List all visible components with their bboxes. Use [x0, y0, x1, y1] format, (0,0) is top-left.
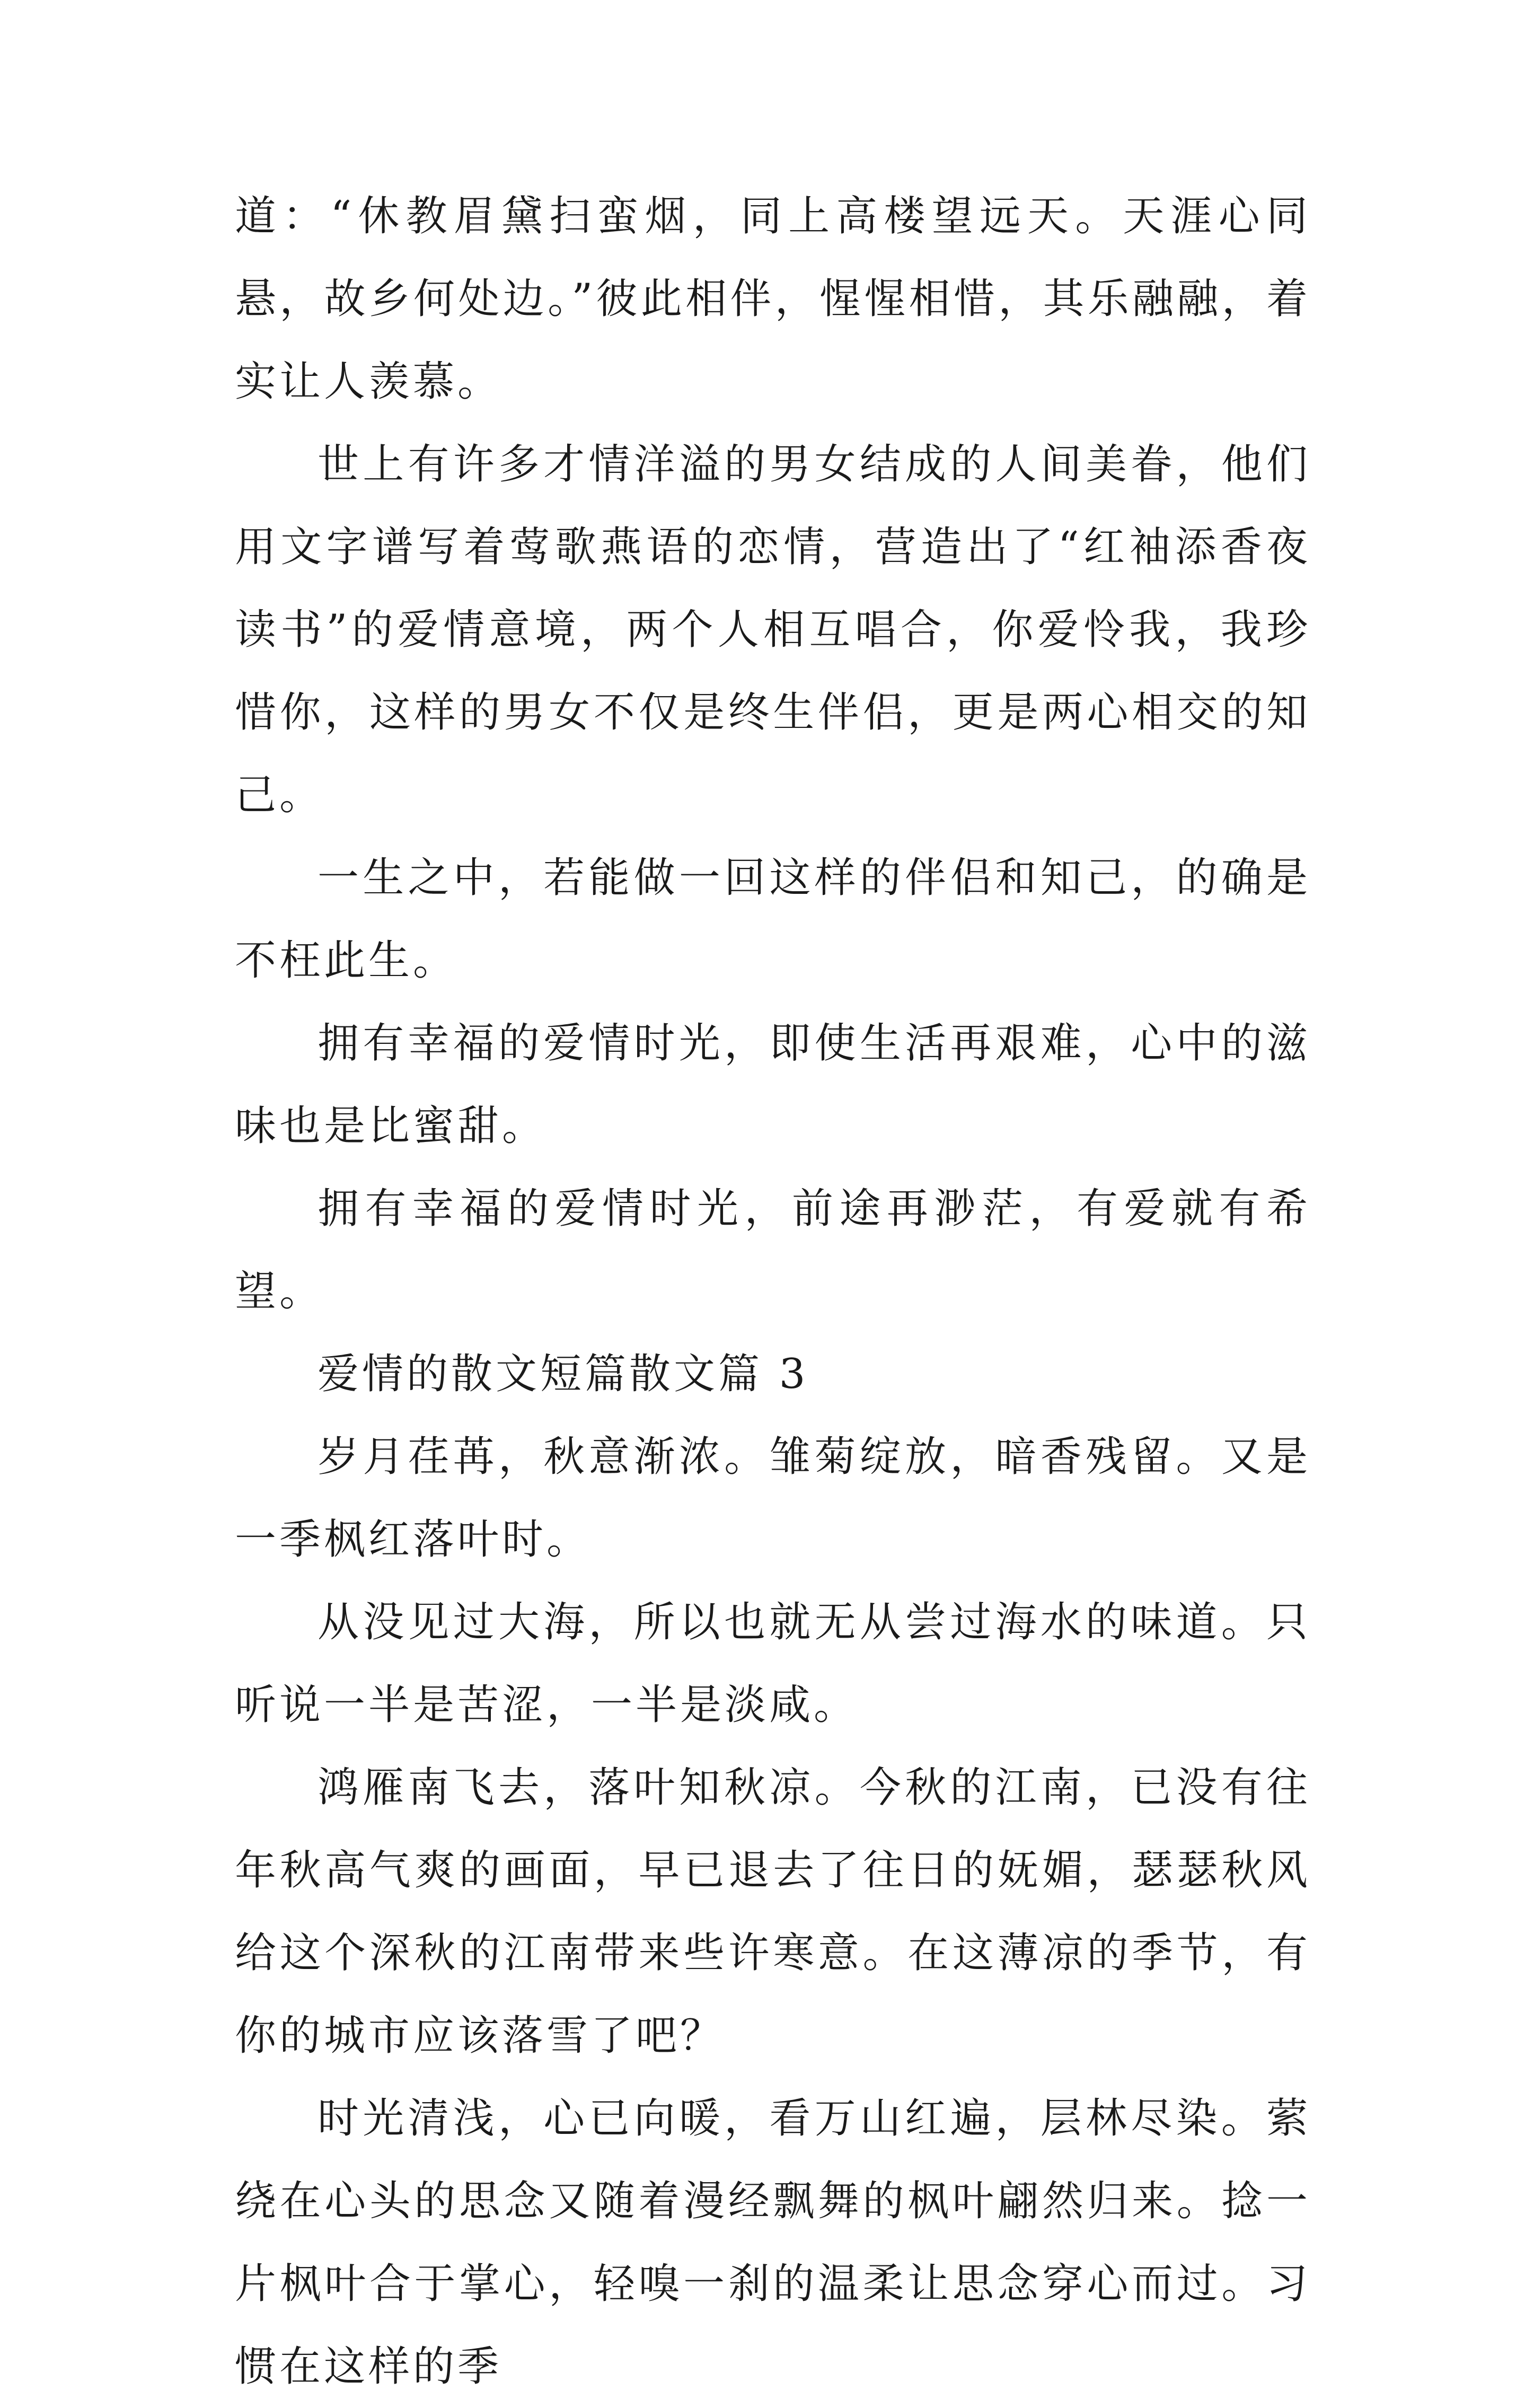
paragraph-1: 道：“休教眉黛扫蛮烟，同上高楼望远天。天涯心同悬，故乡何处边。”彼此相伴，惺惺相惜，其乐融融，着实让人羡慕。 — [235, 192, 1311, 406]
paragraph-5: 拥有幸福的爱情时光，前途再渺茫，有爱就有希望。 — [235, 1185, 1311, 1315]
paragraph-2: 世上有许多才情洋溢的男女结成的人间美眷，他们用文字谱写着莺歌燕语的恋情，营造出了“红袖添香夜读书”的爱情意境，两个人相互唱合，你爱怜我，我珍惜你，这样的男女不仅是终生伴侣，更是两心相交的知己。 — [235, 441, 1311, 819]
paragraph-4: 拥有幸福的爱情时光，即使生活再艰难，心中的滋味也是比蜜甜。 — [235, 1020, 1311, 1150]
paragraph-9: 时光清浅，心已向暖，看万山红遍，层林尽染。萦绕在心头的思念又随着漫经飘舞的枫叶翩然归来。捻一片枫叶合于掌心，轻嗅一刹的温柔让思念穿心而过。习惯在这样的季 — [235, 2095, 1311, 2391]
section-heading: 爱情的散文短篇散文篇 3 — [318, 1350, 809, 1398]
paragraph-6: 岁月荏苒，秋意渐浓。雏菊绽放，暗香残留。又是一季枫红落叶时。 — [235, 1433, 1311, 1563]
body-text — [235, 175, 1311, 2408]
paragraph-8: 鸿雁南飞去，落叶知秋凉。今秋的江南，已没有往年秋高气爽的画面，早已退去了往日的妩媚，瑟瑟秋风给这个深秋的江南带来些许寒意。在这薄凉的季节，有你的城市应该落雪了吧？ — [235, 1764, 1311, 2060]
paragraph-7: 从没见过大海，所以也就无从尝过海水的味道。只听说一半是苦涩，一半是淡咸。 — [235, 1598, 1311, 1729]
paragraph-3: 一生之中，若能做一回这样的伴侣和知己，的确是不枉此生。 — [235, 854, 1311, 985]
